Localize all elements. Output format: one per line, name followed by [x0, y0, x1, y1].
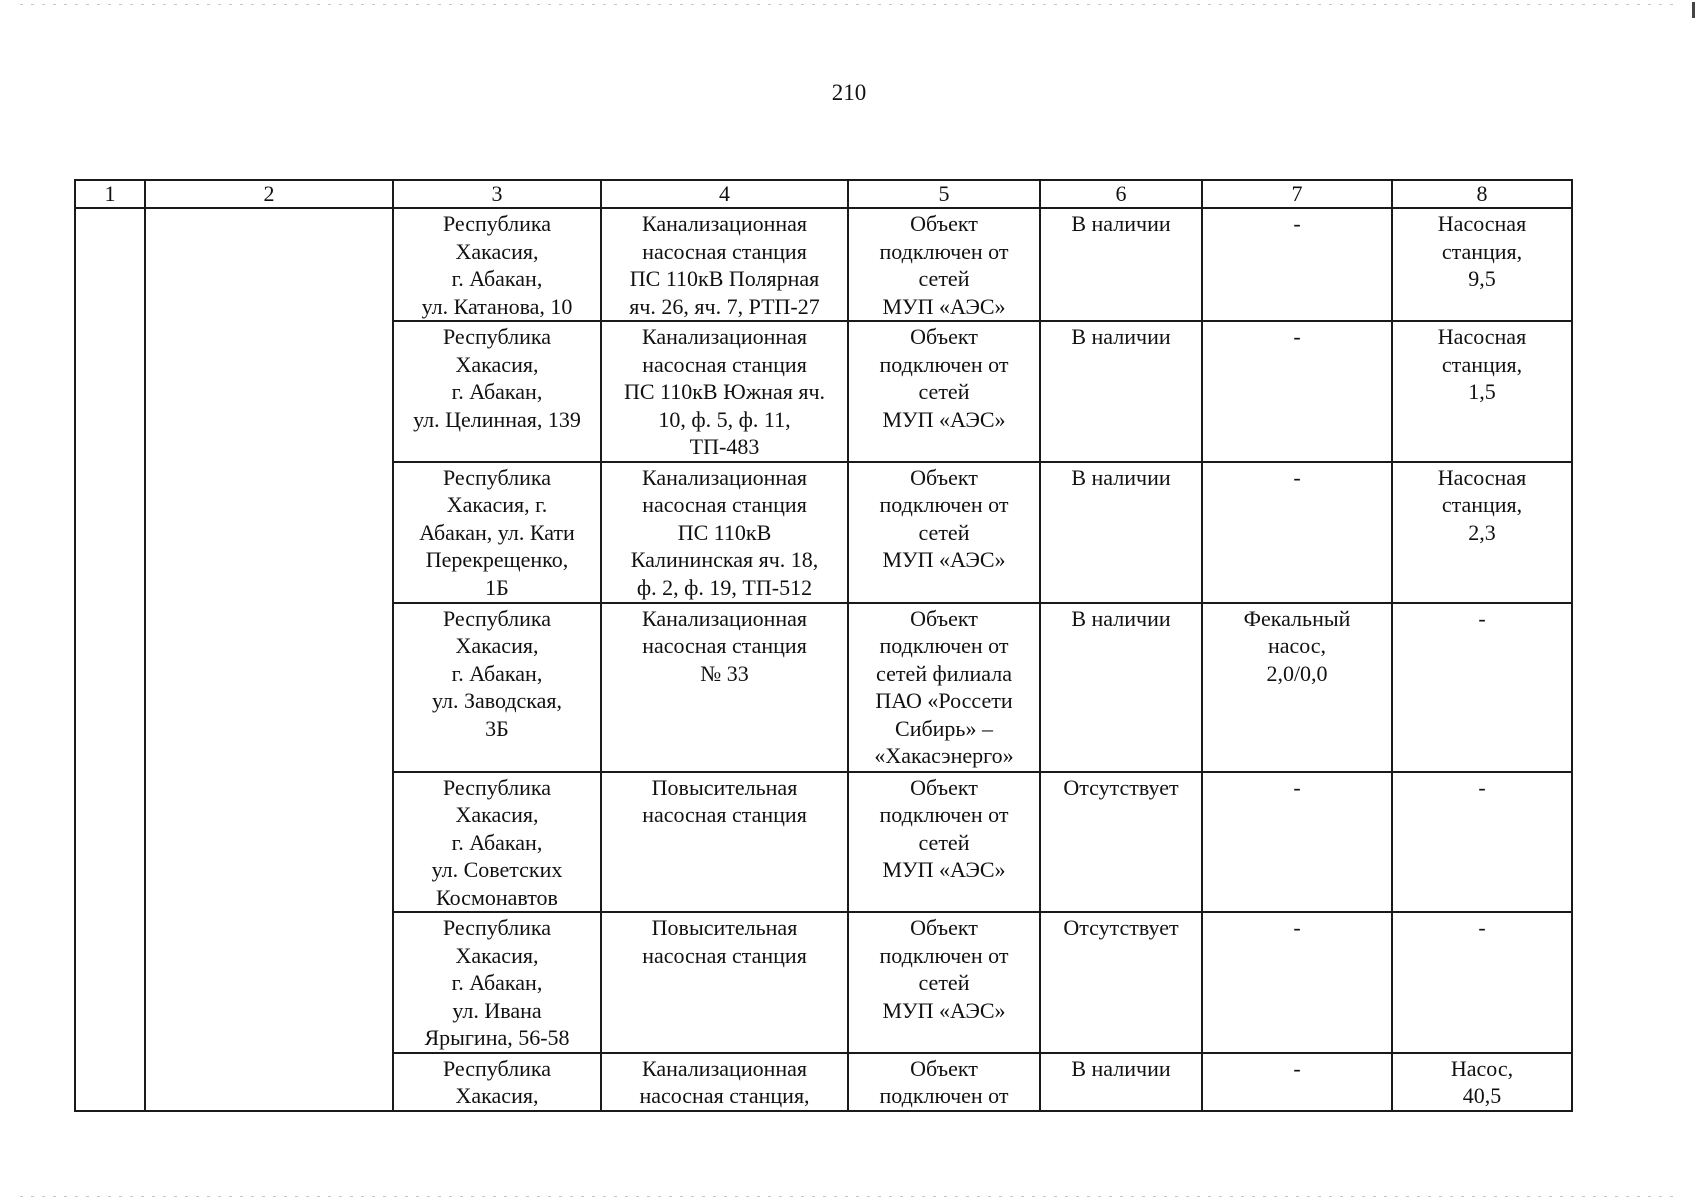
availability-cell: В наличии [1040, 321, 1202, 462]
connection-cell: Объект подключен от сетей МУП «АЭС» [848, 772, 1040, 913]
availability-cell: В наличии [1040, 1053, 1202, 1111]
column-header: 6 [1040, 180, 1202, 208]
merged-cell-col1 [75, 208, 145, 1111]
object-cell: Канализационная насосная станция ПС 110кВ Южная яч. 10, ф. 5, ф. 11, ТП-483 [601, 321, 848, 462]
availability-cell: Отсутствует [1040, 772, 1202, 913]
address-cell: Республика Хакасия, г. Абакан, ул. Целинная, 139 [393, 321, 601, 462]
connection-cell: Объект подключен от сетей филиала ПАО «Россети Сибирь» – «Хакасэнерго» [848, 603, 1040, 772]
col8-cell: - [1392, 772, 1572, 913]
availability-cell: В наличии [1040, 462, 1202, 603]
col8-cell: - [1392, 603, 1572, 772]
address-cell: Республика Хакасия, г. Абакан, ул. Катанова, 10 [393, 208, 601, 321]
address-cell: Республика Хакасия, г. Абакан, ул. Заводская, 3Б [393, 603, 601, 772]
address-cell: Республика Хакасия, г. Абакан, ул. Советских Космонавтов [393, 772, 601, 913]
merged-cell-col2 [145, 208, 393, 1111]
address-cell: Республика Хакасия, [393, 1053, 601, 1111]
scan-edge-mark [1692, 2, 1695, 18]
col7-cell: Фекальный насос, 2,0/0,0 [1202, 603, 1392, 772]
connection-cell: Объект подключен от сетей МУП «АЭС» [848, 321, 1040, 462]
connection-cell: Объект подключен от сетей МУП «АЭС» [848, 912, 1040, 1053]
object-cell: Повысительная насосная станция [601, 912, 848, 1053]
column-header: 4 [601, 180, 848, 208]
object-cell: Канализационная насосная станция ПС 110кВ Калининская яч. 18, ф. 2, ф. 19, ТП-512 [601, 462, 848, 603]
object-cell: Канализационная насосная станция № 33 [601, 603, 848, 772]
object-cell: Повысительная насосная станция [601, 772, 848, 913]
column-header: 8 [1392, 180, 1572, 208]
col8-cell: - [1392, 912, 1572, 1053]
col8-cell: Насосная станция, 9,5 [1392, 208, 1572, 321]
connection-cell: Объект подключен от сетей МУП «АЭС» [848, 208, 1040, 321]
col7-cell: - [1202, 208, 1392, 321]
col7-cell: - [1202, 772, 1392, 913]
col7-cell: - [1202, 912, 1392, 1053]
col7-cell: - [1202, 321, 1392, 462]
connection-cell: Объект подключен от сетей МУП «АЭС» [848, 462, 1040, 603]
address-cell: Республика Хакасия, г. Абакан, ул. Ивана Ярыгина, 56-58 [393, 912, 601, 1053]
address-cell: Республика Хакасия, г. Абакан, ул. Кати Перекрещенко, 1Б [393, 462, 601, 603]
object-cell: Канализационная насосная станция, [601, 1053, 848, 1111]
availability-cell: Отсутствует [1040, 912, 1202, 1053]
table-row [75, 208, 1572, 321]
column-header: 2 [145, 180, 393, 208]
col8-cell: Насосная станция, 1,5 [1392, 321, 1572, 462]
column-header: 1 [75, 180, 145, 208]
col8-cell: Насосная станция, 2,3 [1392, 462, 1572, 603]
page-number: 210 [831, 80, 867, 105]
col7-cell: - [1202, 1053, 1392, 1111]
availability-cell: В наличии [1040, 603, 1202, 772]
connection-cell: Объект подключен от [848, 1053, 1040, 1111]
scan-noise-bottom [20, 1196, 1678, 1197]
column-number-row [75, 180, 1572, 208]
object-cell: Канализационная насосная станция ПС 110кВ Полярная яч. 26, яч. 7, РТП-27 [601, 208, 848, 321]
column-header: 5 [848, 180, 1040, 208]
col8-cell: Насос, 40,5 [1392, 1053, 1572, 1111]
scan-noise-top [20, 4, 1678, 5]
column-header: 7 [1202, 180, 1392, 208]
data-table [74, 179, 1573, 1112]
col7-cell: - [1202, 462, 1392, 603]
availability-cell: В наличии [1040, 208, 1202, 321]
column-header: 3 [393, 180, 601, 208]
